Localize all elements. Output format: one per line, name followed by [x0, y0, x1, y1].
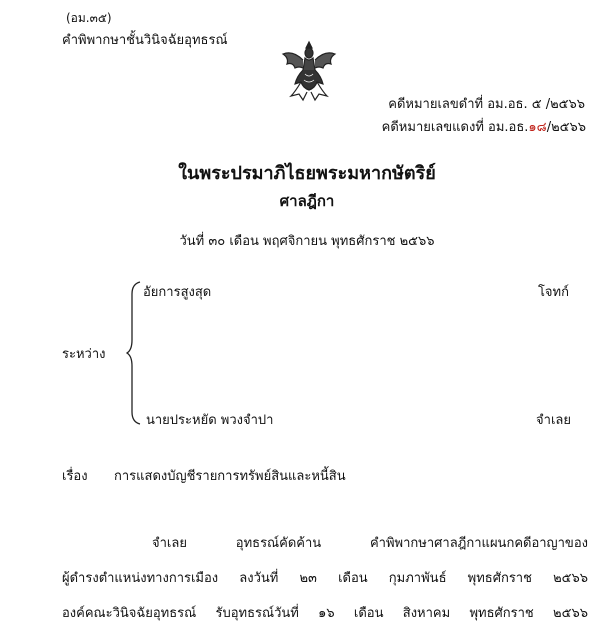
body-line-2: [62, 572, 588, 585]
body-word: เดือน: [353, 606, 384, 621]
body-word: พุทธศักราช: [469, 606, 534, 621]
red-case-number: [382, 121, 586, 134]
defendant-name: นายประหยัด พวงจำปา: [146, 413, 274, 428]
body-word: กุมภาพันธ์: [388, 571, 447, 586]
body-word: ๒๕๖๖: [553, 571, 588, 586]
form-code: (อม.๓๕): [66, 11, 112, 25]
plaintiff-role: โจทก์: [537, 285, 569, 300]
body-word: ๑๖: [318, 606, 335, 621]
royal-heading: ในพระปรมาภิไธยพระมหากษัตริย์: [178, 163, 436, 184]
body-word: องค์คณะวินิจฉัยอุทธรณ์: [62, 606, 197, 621]
body-word: ผู้ดำรงตำแหน่งทางการเมือง: [62, 571, 219, 586]
judgment-date: วันที่ ๓๐ เดือน พฤศจิกายน พุทธศักราช ๒๕๖๖: [179, 234, 435, 249]
body-word: พุทธศักราช: [467, 571, 532, 586]
body-word: จำเลย: [152, 536, 187, 551]
black-case-number: คดีหมายเลขดำที่ อม.อธ. ๕ /๒๕๖๖: [388, 97, 585, 112]
body-line-1: [152, 537, 588, 550]
body-word: ๒๕๖๖: [553, 606, 588, 621]
body-word: คำพิพากษาศาลฎีกาแผนกคดีอาญาของ: [369, 536, 588, 551]
court-name: ศาลฎีกา: [279, 192, 335, 210]
body-word: สิงหาคม: [402, 606, 451, 621]
body-word: ๒๓: [299, 571, 317, 586]
curly-brace-icon: [126, 280, 146, 426]
subject-text: การแสดงบัญชีรายการทรัพย์สินและหนี้สิน: [114, 469, 346, 484]
court-level-label: คำพิพากษาชั้นวินิจฉัยอุทธรณ์: [62, 33, 228, 48]
garuda-emblem-icon: [281, 40, 337, 102]
body-word: อุทธรณ์คัดค้าน: [235, 536, 322, 551]
red-case-suffix: /๒๕๖๖: [546, 120, 586, 135]
red-case-prefix: คดีหมายเลขแดงที่ อม.อธ.: [381, 120, 529, 135]
subject-label: เรื่อง: [62, 469, 88, 484]
body-line-3: [62, 607, 588, 620]
red-case-handwritten-number: ๑๘: [528, 120, 547, 135]
body-word: เดือน: [338, 571, 368, 586]
defendant-role: จำเลย: [536, 413, 571, 428]
plaintiff-name: อัยการสูงสุด: [143, 285, 212, 300]
between-label: ระหว่าง: [62, 347, 106, 362]
body-word: ลงวันที่: [239, 571, 279, 586]
body-word: รับอุทธรณ์วันที่: [215, 606, 299, 621]
